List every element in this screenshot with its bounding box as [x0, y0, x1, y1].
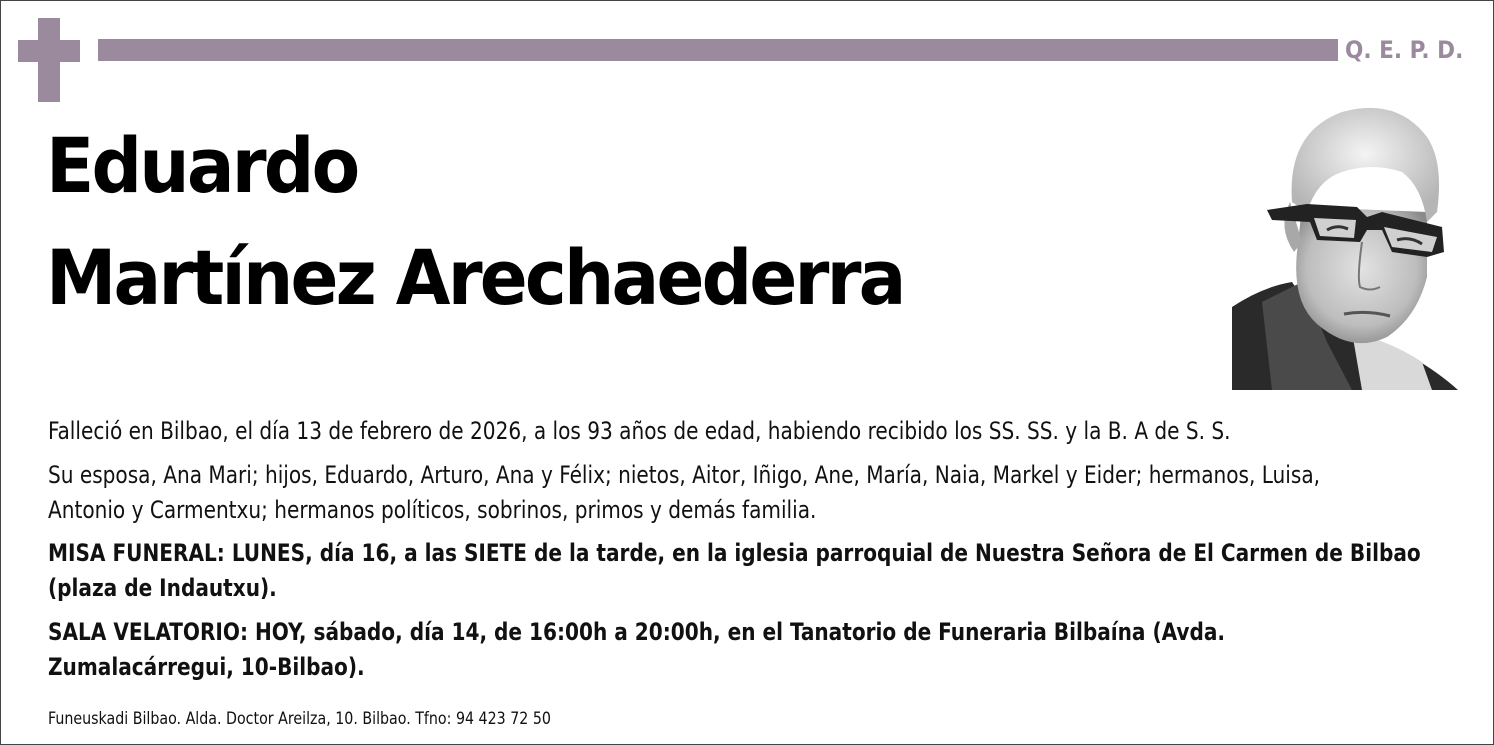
- death-notice: Falleció en Bilbao, el día 13 de febrero de 2026, a los 93 años de edad, habiendo recibido los SS. SS. y la B. A de S. S.: [48, 417, 1231, 445]
- family-list: Su esposa, Ana Mari; hijos, Eduardo, Arturo, Ana y Félix; nietos, Aitor, Iñigo, Ane, María, Naia, Markel y Eider; hermanos, Luisa, Antonio y Carmentxu; hermanos políticos, sobrinos, primos y demás familia.: [48, 461, 1321, 524]
- header-rule: [98, 39, 1338, 61]
- deceased-first-name: Eduardo: [46, 121, 358, 210]
- portrait-photo: [1232, 92, 1458, 390]
- wake-room-info: SALA VELATORIO: HOY, sábado, día 14, de 16:00h a 20:00h, en el Tanatorio de Funeraria Bilbaína (Avda. Zumalacárregui, 10-Bilbao).: [48, 618, 1226, 681]
- deceased-surnames: Martínez Arechaederra: [46, 233, 904, 322]
- qepd-label: Q. E. P. D.: [1345, 36, 1464, 64]
- funeral-home-footer: Funeuskadi Bilbao. Alda. Doctor Areilza, 10. Bilbao. Tfno: 94 423 72 50: [48, 709, 551, 729]
- cross-icon-horizontal: [18, 40, 80, 62]
- portrait-illustration: [1232, 92, 1458, 390]
- funeral-mass-info: MISA FUNERAL: LUNES, día 16, a las SIETE de la tarde, en la iglesia parroquial de Nuestra Señora de El Carmen de Bilbao (plaza de Indautxu).: [48, 539, 1421, 602]
